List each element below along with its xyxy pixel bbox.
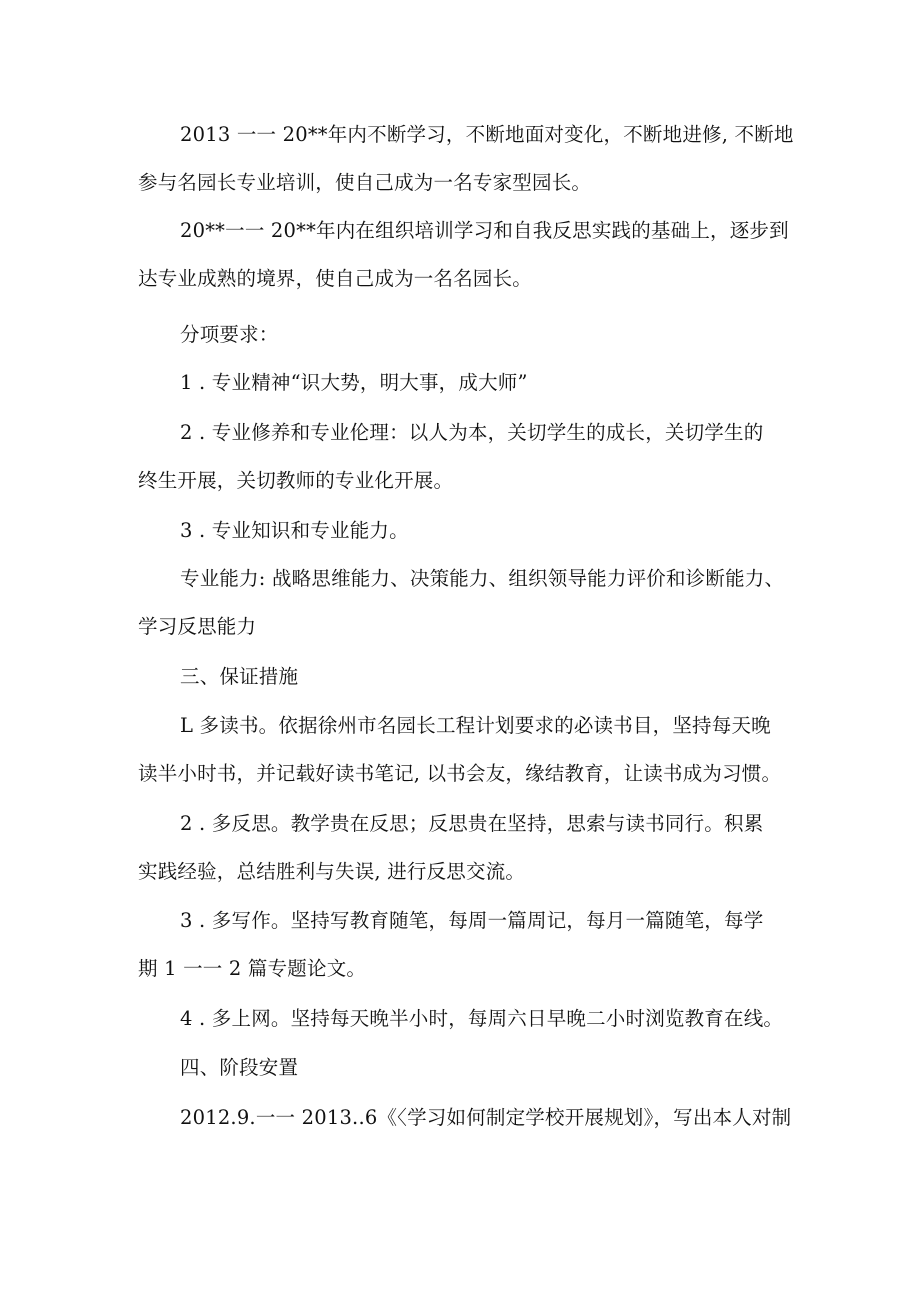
paragraph-line: 20**一一 20**年内在组织培训学习和自我反思实践的基础上，逐步到 [180,219,789,242]
paragraph-line: 终生开展，关切教师的专业化开展。 [138,469,454,492]
section-heading: 三、保证措施 [180,665,299,688]
section-label: 分项要求： [180,323,279,346]
section-heading: 四、阶段安置 [180,1056,299,1079]
paragraph-line: 学习反思能力 [138,615,257,638]
list-item: 2 . 多反思。教学贵在反思；反思贵在坚持，思索与读书同行。积累 [180,812,764,835]
paragraph-line: 2012.9.一一 2013..6《〈学习如何制定学校开展规划》，写出本人对制 [180,1106,792,1129]
list-item: 1 . 专业精神“识大势，明大事，成大师” [180,371,528,394]
list-item: L 多读书。依据徐州市名园长工程计划要求的必读书目，坚持每天晚 [180,714,771,737]
paragraph-line: 达专业成熟的境界，使自己成为一名名园长。 [138,267,533,290]
list-item: 3 . 多写作。坚持写教育随笔，每周一篇周记，每月一篇随笔，每学 [180,909,764,932]
list-item: 2 . 专业修养和专业伦理：以人为本，关切学生的成长，关切学生的 [180,421,764,444]
list-item: 4 . 多上网。坚持每天晚半小时，每周六日早晚二小时浏览教育在线。 [180,1007,784,1030]
list-item: 3 . 专业知识和专业能力。 [180,519,409,542]
paragraph-line: 参与名园长专业培训，使自己成为一名专家型园长。 [138,171,592,194]
paragraph-line: 读半小时书，并记载好读书笔记, 以书会友，缘结教育，让读书成为习惯。 [138,762,782,785]
paragraph-line: 专业能力: 战略思维能力、决策能力、组织领导能力评价和诊断能力、 [180,567,785,590]
paragraph-line: 期 1 一一 2 篇专题论文。 [138,957,367,980]
paragraph-line: 实践经验，总结胜利与失误, 进行反思交流。 [138,860,526,883]
paragraph-line: 2013 一一 20**年内不断学习，不断地面对变化，不断地进修, 不断地 [180,123,794,146]
